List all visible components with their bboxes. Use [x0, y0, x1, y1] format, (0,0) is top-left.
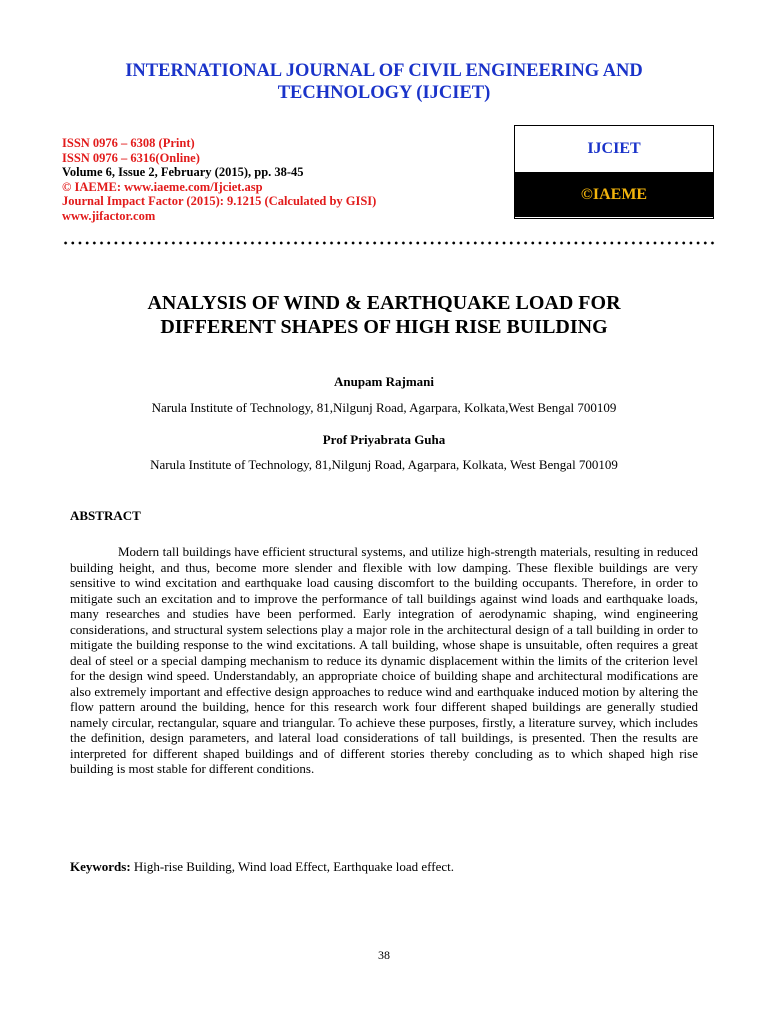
abstract-text: Modern tall buildings have efficient structural systems, and utilize high-strength materials, resulting in reduced building height, and thus, become more slender and flexible with low damping. These flexible buildings are very sensitive to wind excitation and earthquake load causing discomfort to the building occupants. Therefore, in order to mitigate such an excitation and to improve the performance of tall buildings against wind loads and earthquake loads, many researches and studies have been performed. Early integration of aerodynamic shaping, wind engineering considerations, and structural system selections play a major role in the architectural design of a tall building in order to mitigate the building response to the wind excitations. A tall building, whose shape is unsuitable, often requires a great deal of steel or a special damping mechanism to reduce its dynamic displacement within the limits of the criterion level for the design wind speed. Understandably, an appropriate choice of building shape and architectural modifications are also extremely important and effective design approaches to reduce wind and earthquake induced motion by altering the flow pattern around the building, hence for this research work four different shaped buildings are generally studied namely circular, rectangular, square and triangular. To achieve these purposes, firstly, a literature survey, which includes the definition, design parameters, and lateral load considerations of tall buildings, is presented. Then the results are interpreted for different shaped buildings and of different stories thereby concluding as to which shaped high rise building is most stable for different conditions.: [70, 544, 698, 776]
journal-title-line1: INTERNATIONAL JOURNAL OF CIVIL ENGINEERING AND: [125, 61, 643, 81]
volume-issue: Volume 6, Issue 2, February (2015), pp. 38-45: [62, 165, 304, 180]
author-affiliation: Narula Institute of Technology, 81,Nilgunj Road, Agarpara, Kolkata,West Bengal 700109: [151, 400, 617, 415]
author-affiliation: Narula Institute of Technology, 81,Nilgunj Road, Agarpara, Kolkata, West Bengal 700109: [150, 457, 618, 472]
paper-title: [0, 291, 768, 339]
journal-title-line2: TECHNOLOGY (IJCIET): [277, 83, 491, 103]
keywords-label: Keywords:: [70, 859, 131, 874]
jifactor-url: www.jifactor.com: [62, 208, 156, 223]
issn-online: ISSN 0976 – 6316(Online): [62, 150, 200, 165]
journal-title: [0, 60, 768, 104]
dotted-divider: [62, 241, 718, 245]
keywords-text: High-rise Building, Wind load Effect, Earthquake load effect.: [130, 859, 454, 874]
journal-info-block: [62, 136, 502, 224]
journal-badge: [514, 125, 714, 219]
author-name: Anupam Rajmani: [333, 374, 435, 389]
author-name: Prof Priyabrata Guha: [322, 432, 446, 447]
issn-print: ISSN 0976 – 6308 (Print): [62, 136, 195, 150]
badge-publisher: ©IAEME: [515, 172, 713, 217]
paper-title-line2: DIFFERENT SHAPES OF HIGH RISE BUILDING: [160, 316, 608, 338]
badge-journal-code: IJCIET: [515, 126, 713, 172]
page-number: 38: [378, 948, 390, 962]
paper-title-line1: ANALYSIS OF WIND & EARTHQUAKE LOAD FOR: [147, 292, 621, 314]
keywords: [70, 859, 698, 875]
copyright-url: © IAEME: www.iaeme.com/Ijciet.asp: [62, 179, 263, 194]
abstract-heading: ABSTRACT: [70, 508, 141, 523]
impact-factor: Journal Impact Factor (2015): 9.1215 (Calculated by GISI): [62, 194, 377, 209]
